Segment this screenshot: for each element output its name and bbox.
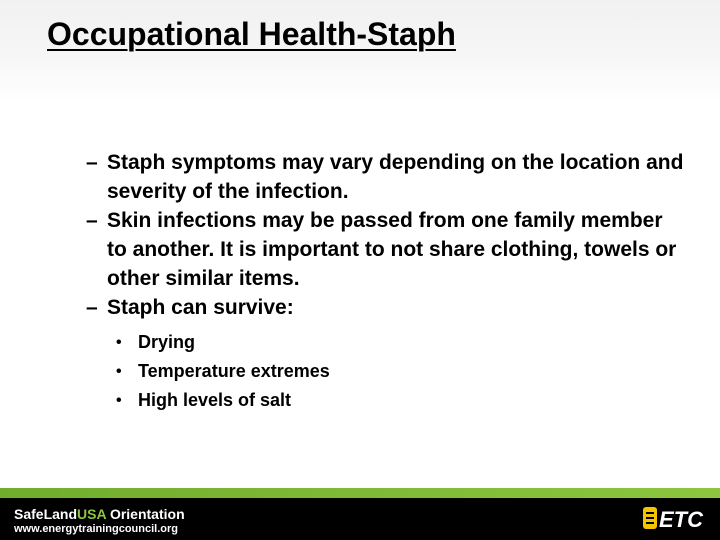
bullet-text: Staph symptoms may vary depending on the location and severity of the infection. <box>107 151 684 203</box>
brand-usa: USA <box>77 506 107 522</box>
dash-marker: – <box>86 209 98 232</box>
bullet-dot: • <box>116 334 122 351</box>
bullet-text: Skin infections may be passed from one family member to another. It is important to not share clothing, towels or other similar items. <box>107 209 677 290</box>
bullet-dot: • <box>116 392 122 409</box>
footer-brand <box>14 506 185 522</box>
sub-bullet-text: Drying <box>138 332 196 352</box>
bullet-item <box>86 293 686 322</box>
sub-bullet-item <box>86 328 686 357</box>
footer <box>0 488 720 540</box>
etc-logo <box>643 505 713 535</box>
dash-marker: – <box>86 151 98 174</box>
slide-content <box>86 148 686 415</box>
brand-orientation: Orientation <box>106 506 185 522</box>
logo-text: ETC <box>659 507 703 532</box>
bullet-text: Staph can survive: <box>107 296 294 319</box>
footer-accent-bar <box>0 488 720 498</box>
brand-safeland: SafeLand <box>14 506 78 522</box>
bullet-dot: • <box>116 363 122 380</box>
dash-marker: – <box>86 296 98 319</box>
sub-bullet-item <box>86 357 686 386</box>
bullet-item <box>86 206 686 293</box>
bullet-item <box>86 148 686 206</box>
sub-bullet-text: Temperature extremes <box>138 361 330 381</box>
sub-bullet-list <box>86 328 686 415</box>
sub-bullet-item <box>86 386 686 415</box>
slide-title: Occupational Health-Staph <box>47 16 456 52</box>
footer-url: www.energytrainingcouncil.org <box>14 523 179 535</box>
sub-bullet-text: High levels of salt <box>138 390 292 410</box>
